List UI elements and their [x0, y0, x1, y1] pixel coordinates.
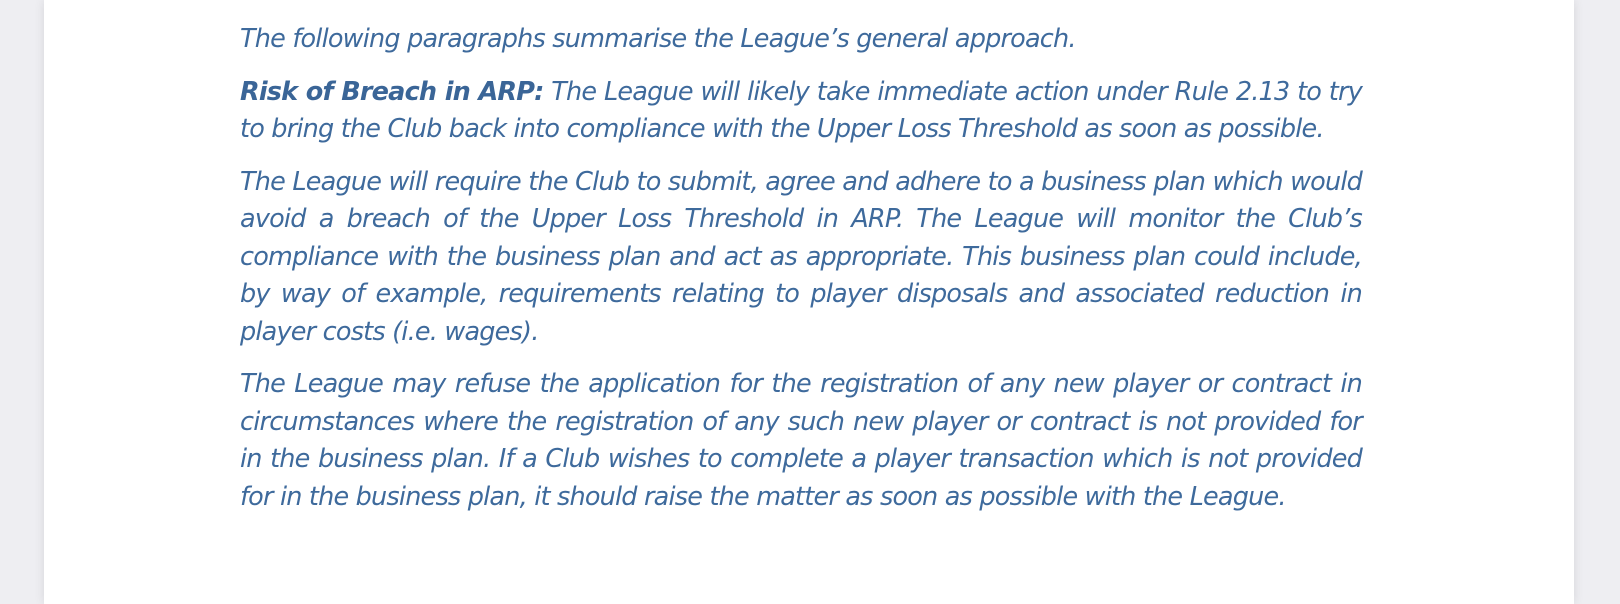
business-plan-paragraph: The League will require the Club to submit, agree and adhere to a business plan which would avoid a breach of the Upper Loss Threshold in ARP. The League will monitor the Club’s compliance with the business plan and act as appropriate. This business plan could include, by way of example, requirements relating to player disposals and associated reduction in player costs (i.e. wages).	[240, 166, 1362, 347]
section-text: The League will likely take immediate action under Rule 2.13 to try to bring the Club back into compliance with the Upper Loss Threshold as soon as possible.	[240, 76, 1362, 144]
registration-paragraph: The League may refuse the application for the registration of any new player or contract in circumstances where the registration of any such new player or contract is not provided for in the business plan. If a Club wishes to complete a player transaction which is not provided for in the business plan, it should raise the matter as soon as possible with the League.	[240, 369, 1362, 512]
section-heading: Risk of Breach in ARP:	[240, 76, 544, 107]
document-page	[44, 0, 1574, 604]
document-body	[240, 21, 1362, 531]
intro-paragraph: The following paragraphs summarise the League’s general approach.	[240, 24, 1076, 54]
risk-of-breach-paragraph	[240, 74, 1362, 149]
